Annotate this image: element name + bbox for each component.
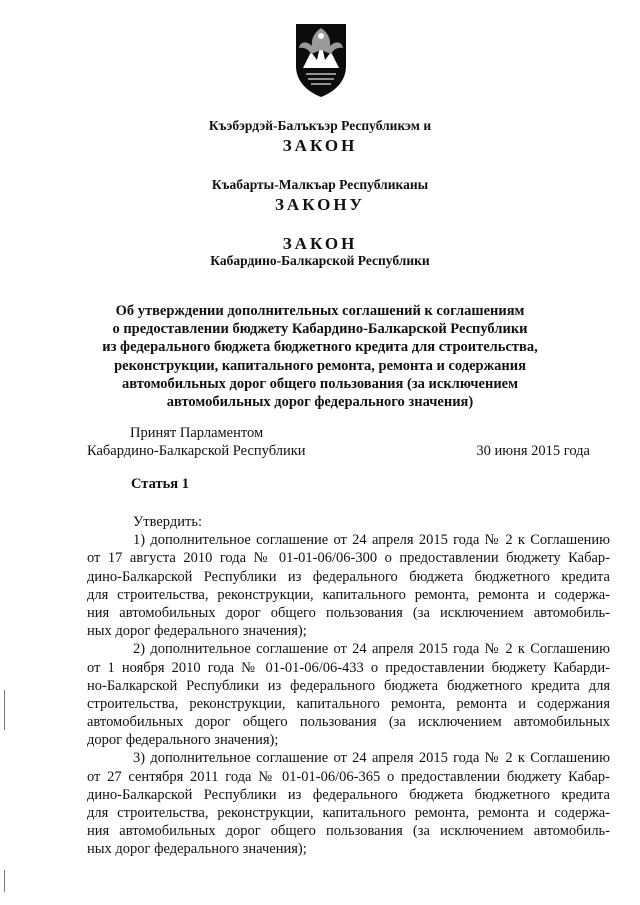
article-line: 2) дополнительное соглашение от 24 апреля 2015 года № 2 к Соглашению [133, 641, 610, 658]
title-line: из федерального бюджета бюджетного кредита для строительства, [102, 339, 538, 356]
article-line: дорог федерального значения); [87, 732, 279, 749]
russian-law-word: ЗАКОН [282, 234, 358, 253]
article-line: 1) дополнительное соглашение от 24 апреля 2015 года № 2 к Соглашению [133, 532, 610, 549]
title-line: Об утверждении дополнительных соглашений к соглашениям [115, 303, 525, 319]
article-line: дино-Балкарской Республики из федерального бюджета бюджетного кредита [87, 786, 610, 803]
balkar-law-word: ЗАКОНУ [274, 195, 366, 214]
title-line: о предоставлении бюджету Кабардино-Балкарской Республики [112, 321, 528, 338]
article-line: но-Балкарской Республики из федерального бюджета бюджетного кредита для [87, 677, 610, 694]
law-title [60, 302, 580, 411]
coat-of-arms-icon [290, 20, 352, 98]
article-line: ния автомобильных дорог общего пользования (за исключением автомобиль- [87, 604, 610, 621]
article-line: автомобильных дорог общего пользования (за исключением автомобильных [87, 714, 610, 731]
article-line: от 17 августа 2010 года № 01-01-06/06-300 о предоставлении бюджету Кабар- [87, 550, 610, 567]
article-line: 3) дополнительное соглашение от 24 апреля 2015 года № 2 к Соглашению [133, 750, 610, 767]
article-line: для строительства, реконструкции, капитального ремонта, ремонта и содержа- [87, 586, 610, 603]
article-line: для строительства, реконструкции, капитального ремонта, ремонта и содержа- [87, 805, 610, 821]
article-line: от 27 сентября 2011 года № 01-01-06/06-365 о предоставлении бюджету Кабар- [87, 768, 610, 785]
article-body [87, 513, 610, 859]
title-line: автомобильных дорог общего пользования (за исключением [122, 375, 518, 392]
adopted-by-line: Принят Парламентом [130, 425, 264, 441]
title-line: автомобильных дорог федерального значения) [166, 394, 474, 411]
title-line: реконструкции, капитального ремонта, ремонта и содержания [114, 357, 526, 374]
adoption-date: 30 июня 2015 года [476, 443, 590, 459]
article-line: дино-Балкарской Республики из федерального бюджета бюджетного кредита [87, 568, 610, 585]
article-heading: Статья 1 [131, 476, 189, 492]
article-line: строительства, реконструкции, капитального ремонта, ремонта и содержания [87, 695, 610, 712]
scan-edge-mark [4, 690, 5, 730]
kabardian-title: Къэбэрдэй-Балъкъэр Республикэм и [208, 118, 432, 133]
article-line: ных дорог федерального значения); [87, 623, 307, 640]
article-line: ных дорог федерального значения); [87, 841, 307, 858]
parliament-name: Кабардино-Балкарской Республики [87, 443, 306, 459]
kabardian-law-word: ЗАКОН [282, 136, 358, 155]
article-line: ния автомобильных дорог общего пользования (за исключением автомобиль- [87, 823, 610, 840]
balkar-title: Къабарты-Малкъар Республиканы [211, 177, 429, 192]
scan-edge-mark [4, 870, 5, 892]
article-intro: Утвердить: [133, 514, 202, 530]
russian-title: Кабардино-Балкарской Республики [210, 253, 430, 268]
article-line: от 1 ноября 2010 года № 01-01-06/06-433 о предоставлении бюджету Кабарди- [87, 659, 610, 676]
